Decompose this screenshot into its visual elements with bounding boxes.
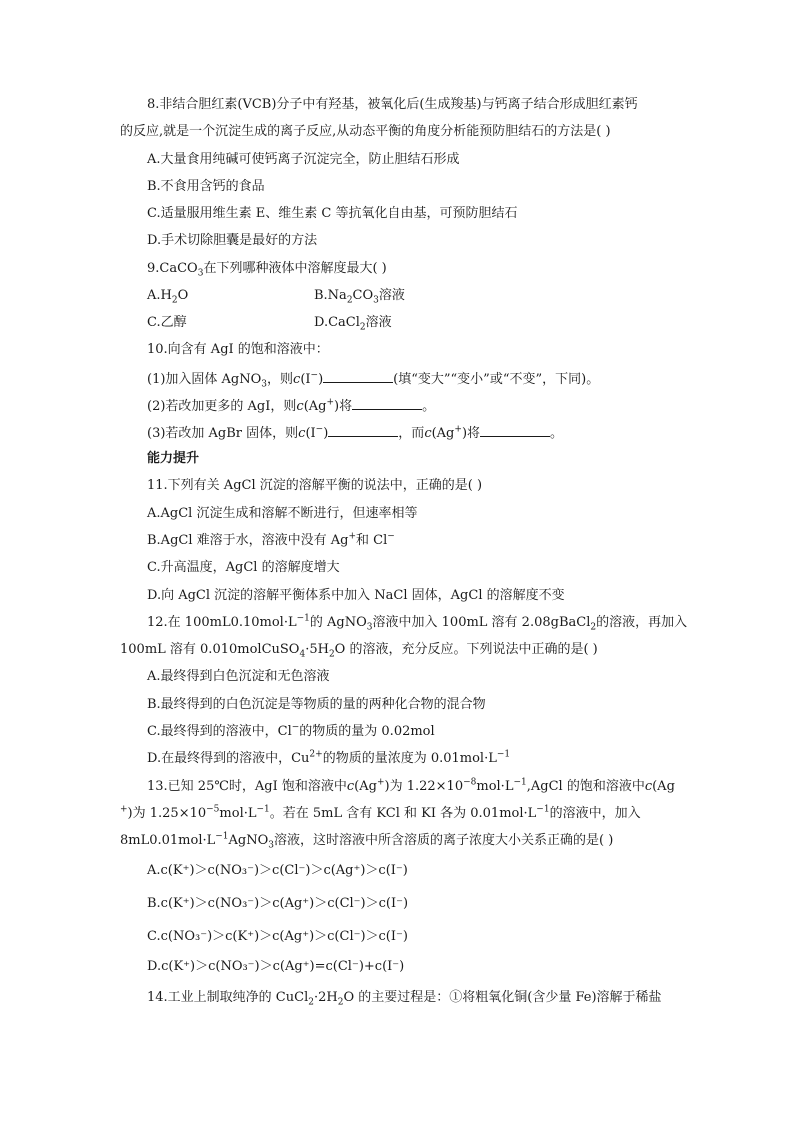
q13-option-d: D.c(K⁺)＞c(NO₃⁻)＞c(Ag⁺)=c(Cl⁻)+c(I⁻)	[147, 959, 405, 974]
q8-option-a: A.大量食用纯碱可使钙离子沉淀完全，防止胆结石形成	[147, 152, 460, 167]
section-title: 能力提升	[147, 451, 200, 466]
q11-stem: 11.下列有关 AgCl 沉淀的溶解平衡的说法中，正确的是( )	[147, 478, 483, 493]
q9-option-c: C.乙醇	[147, 315, 187, 330]
q11-option-a: A.AgCl 沉淀生成和溶解不断进行，但速率相等	[147, 506, 418, 521]
q10-stem: 10.向含有 AgI 的饱和溶液中：	[147, 342, 329, 357]
q9-option-b: $B.Na_2CO_3$溶液	[314, 288, 405, 306]
q11-option-b: B.AgCl 难溶于水，溶液中没有 Ag+和 Cl−	[147, 531, 395, 548]
q9-option-a: $A.H_2O$	[147, 288, 189, 306]
q8-stem-line2: 的反应,就是一个沉淀生成的离子反应,从动态平衡的角度分析能预防胆结石的方法是( )	[120, 124, 611, 139]
q8-option-b: B.不食用含钙的食品	[147, 179, 265, 194]
q12-stem-line2: 100mL 溶有 $0.010molCuSO_4\cdot 5H_2O$ 的溶液，充分反应。下列说法中正确的是( )	[120, 642, 598, 660]
q13-option-c: C.c(NO₃⁻)＞c(K⁺)＞c(Ag⁺)＞c(Cl⁻)＞c(I⁻)	[147, 929, 408, 944]
q10-part1: (1)加入固体 AgNO$_3$，则c(I−) (填“变大”“变小”或“不变”，下同)。	[147, 370, 600, 390]
q12-option-d: D.在最终得到的溶液中，$Cu^{2+}$的物质的量浓度为 $0.01mol\cdot L^{-1}$	[147, 749, 511, 766]
q13-option-a: A.c(K⁺)＞c(NO₃⁻)＞c(Cl⁻)＞c(Ag⁺)＞c(I⁻)	[147, 863, 408, 878]
answer-blank[interactable]	[480, 423, 550, 437]
answer-blank[interactable]	[323, 369, 393, 383]
answer-blank[interactable]	[328, 423, 398, 437]
q9-option-d: D.CaCl$_2$溶液	[314, 315, 392, 333]
q11-option-d: D.向 AgCl 沉淀的溶解平衡体系中加入 NaCl 固体，AgCl 的溶解度不变	[147, 588, 565, 603]
q12-option-b: B.最终得到的白色沉淀是等物质的量的两种化合物的混合物	[147, 697, 486, 712]
q13-stem-line2: +)为 $1.25\times 10^{-5}mol\cdot L^{-1}$。若在 5mL 含有 KCl 和 KI 各为 $0.01mol\cdot L^{-1}$的溶液中，加入	[120, 804, 641, 821]
q12-option-c: C.最终得到的溶液中，Cl−的物质的量为 0.02mol	[147, 722, 435, 739]
q13-stem-line1: 13.已知 25℃时，AgI 饱和溶液中c(Ag+)为 $1.22\times 10^{-8}mol\cdot L^{-1},AgCl$ 的饱和溶液中c(Ag	[147, 777, 675, 794]
q13-option-b: B.c(K⁺)＞c(NO₃⁻)＞c(Ag⁺)＞c(Cl⁻)＞c(I⁻)	[147, 896, 409, 911]
answer-blank[interactable]	[352, 396, 422, 410]
q10-part2: (2)若改加更多的 AgI，则c(Ag+)将 。	[147, 397, 436, 414]
q12-option-a: A.最终得到白色沉淀和无色溶液	[147, 669, 330, 684]
q9-stem: 9.CaCO$_3$在下列哪种液体中溶解度最大( )	[147, 261, 387, 279]
q10-part3: (3)若改加 AgBr 固体，则c(I−) ，而c(Ag+)将 。	[147, 424, 564, 441]
q14-stem-line1: 14.工业上制取纯净的 $CuCl_2\cdot 2H_2O$ 的主要过程是：①将粗氧化铜(含少量 Fe)溶解于稀盐	[147, 990, 662, 1008]
q12-stem-line1: 12.在 $100mL0.10mol\cdot L^{-1}$的 AgNO$_3$溶液中加入 100mL 溶有 2.08gBaCl$_2$的溶液，再加入	[147, 613, 688, 633]
q13-stem-line3: $8mL0.01mol\cdot L^{-1}AgNO_3$溶液，这时溶液中所含溶质的离子浓度大小关系正确的是( )	[120, 831, 614, 851]
q8-option-d: D.手术切除胆囊是最好的方法	[147, 233, 318, 248]
q8-stem-line1: 8.非结合胆红素(VCB)分子中有羟基，被氧化后(生成羧基)与钙离子结合形成胆红素钙	[147, 97, 638, 112]
q11-option-c: C.升高温度，AgCl 的溶解度增大	[147, 560, 340, 575]
q8-option-c: C.适量服用维生素 E、维生素 C 等抗氧化自由基，可预防胆结石	[147, 206, 518, 221]
